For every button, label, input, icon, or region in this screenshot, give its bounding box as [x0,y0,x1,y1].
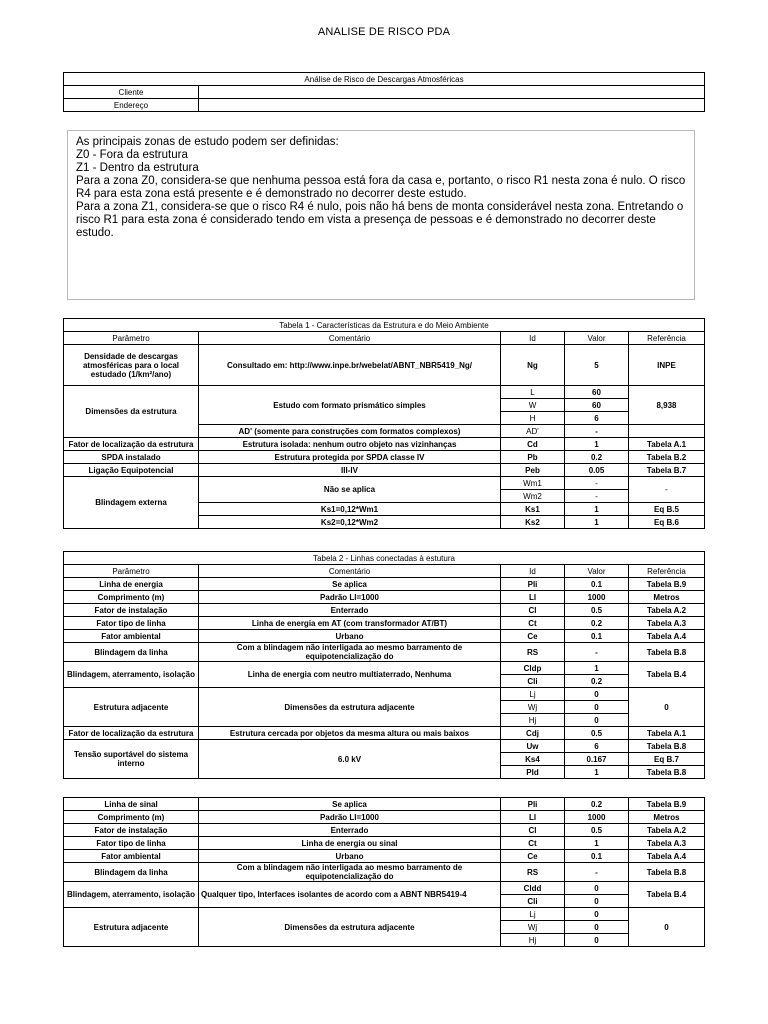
table-cell: L [501,386,565,399]
table-row: Blindagem, aterramento, isolação [64,662,199,688]
col-param: Parâmetro [64,332,199,345]
table-cell: 0.5 [565,604,629,617]
table-cell [629,425,705,438]
table-cell: 0 [565,908,629,921]
table-cell: Estrutura cercada por objetos da mesma altura ou mais baixos [199,727,501,740]
table-1-caption: Tabela 1 - Características da Estrutura e do Meio Ambiente [64,319,705,332]
table-cell: Pb [501,451,565,464]
col-comment: Comentário [199,332,501,345]
table-cell: Tabela A.2 [629,604,705,617]
table-cell: 0.05 [565,464,629,477]
table-cell: Urbano [199,850,501,863]
table-row: Fator tipo de linha [64,617,199,630]
table-cell: 0.167 [565,753,629,766]
table-cell: 0.5 [565,824,629,837]
table-cell: Cd [501,438,565,451]
table-cell: Se aplica [199,798,501,811]
table-cell: Tabela A.3 [629,617,705,630]
table-row: Blindagem da linha [64,643,199,662]
table-cell: RS [501,863,565,882]
table-cell: Wm1 [501,477,565,490]
col-ref: Referência [629,565,705,578]
table-cell: Ng [501,345,565,386]
table-cell: 1 [565,837,629,850]
table-row: Fator tipo de linha [64,837,199,850]
table-cell: Ks2 [501,516,565,529]
table-cell: Ll [501,811,565,824]
table-cell: Tabela A.1 [629,438,705,451]
table-cell: Tabela B.9 [629,798,705,811]
table-cell: 1 [565,766,629,779]
table-cell: Ce [501,850,565,863]
table-cell: Dimensões da estrutura adjacente [199,688,501,727]
table-cell: Enterrado [199,824,501,837]
table-row: Fator ambiental [64,630,199,643]
table-cell: Tabela B.9 [629,578,705,591]
table-cell: 0.1 [565,850,629,863]
table-cell: Estudo com formato prismático simples [199,386,501,425]
info-line: As principais zonas de estudo podem ser definidas: [76,136,339,148]
table-cell: 0.2 [565,675,629,688]
info-line: Para a zona Z1, considera-se que o risco R4 é nulo, pois não há bens de monta considerável nesta zona. Entretando o risco R1 para esta zona é considerado tendo em vista a presença de pessoas e é demonstrado no decorrer deste estudo. [76,201,684,239]
table-row: Fator de localização da estrutura [64,727,199,740]
table-cell: Cldd [501,882,565,895]
table-cell: Tabela B.7 [629,464,705,477]
table-cell: Cli [501,675,565,688]
table-cell: Tabela A.2 [629,824,705,837]
table-cell: Linha de energia com neutro multiaterrado, Nenhuma [199,662,501,688]
table-cell: Cldp [501,662,565,675]
table-cell: Eq B.5 [629,503,705,516]
table-cell: Ct [501,617,565,630]
table-cell: Ks4 [501,753,565,766]
table-cell: Tabela B.4 [629,662,705,688]
table-1 [63,318,705,529]
table-cell: Linha de energia ou sinal [199,837,501,850]
col-id: Id [501,332,565,345]
table-cell: Ks2=0,12*Wm2 [199,516,501,529]
table-cell: 6.0 kV [199,740,501,779]
endereco-label: Endereço [64,99,199,112]
table-cell: Cdj [501,727,565,740]
header-table [63,72,705,112]
table-cell: 0.1 [565,578,629,591]
table-cell: 0 [565,895,629,908]
table-cell: Linha de energia em AT (com transformador AT/BT) [199,617,501,630]
table-cell: Metros [629,591,705,604]
table-cell: Estrutura protegida por SPDA classe IV [199,451,501,464]
table-row: SPDA instalado [64,451,199,464]
table-row: Comprimento (m) [64,811,199,824]
table-cell: Cl [501,824,565,837]
table-cell: 60 [565,386,629,399]
col-ref: Referência [629,332,705,345]
table-cell: Hj [501,714,565,727]
table-row: Estrutura adjacente [64,908,199,947]
table-cell: RS [501,643,565,662]
table-cell: 0 [565,921,629,934]
table-cell: H [501,412,565,425]
table-cell: 0 [565,701,629,714]
page-title: ANALISE DE RISCO PDA [317,26,451,38]
table-cell: Tabela A.1 [629,727,705,740]
table-cell: - [629,477,705,503]
table-cell: Wj [501,921,565,934]
table-cell: Tabela B.8 [629,766,705,779]
table-row: Comprimento (m) [64,591,199,604]
table-2 [63,551,705,779]
col-param: Parâmetro [64,565,199,578]
table-cell: Com a blindagem não interligada ao mesmo barramento de equipotencialização do [199,863,501,882]
table-cell: Lj [501,908,565,921]
table-cell: 0.5 [565,727,629,740]
col-valor: Valor [565,332,629,345]
table-cell: Cl [501,604,565,617]
table-cell: INPE [629,345,705,386]
col-id: Id [501,565,565,578]
table-cell: Pli [501,578,565,591]
table-cell: Padrão Ll=1000 [199,811,501,824]
table-cell: 1000 [565,591,629,604]
table-cell: - [565,477,629,490]
table-cell: 1 [565,516,629,529]
table-cell: Eq B.6 [629,516,705,529]
endereco-value [199,99,705,112]
cliente-label: Cliente [64,86,199,99]
table-cell: 60 [565,399,629,412]
table-cell: Ll [501,591,565,604]
table-cell: Tabela B.4 [629,882,705,908]
table-row: Dimensões da estrutura [64,386,199,438]
table-cell: 6 [565,740,629,753]
table-row: Fator ambiental [64,850,199,863]
table-cell: - [565,490,629,503]
table-cell: AD' (somente para construções com formatos complexos) [199,425,501,438]
info-line: Z1 - Dentro da estrutura [76,162,199,174]
table-cell: Tabela B.8 [629,863,705,882]
table-cell: 0 [629,688,705,727]
table-cell: 1 [565,503,629,516]
cliente-value [199,86,705,99]
table-cell: Padrão Ll=1000 [199,591,501,604]
table-row: Densidade de descargas atmosféricas para o local estudado (1/km²/ano) [64,345,199,386]
table-row: Tensão suportável do sistema interno [64,740,199,779]
table-cell: Pld [501,766,565,779]
table-row: Blindagem da linha [64,863,199,882]
table-cell: 1 [565,662,629,675]
table-cell: Tabela B.8 [629,740,705,753]
table-cell: 8,938 [629,386,705,425]
table-cell: - [565,425,629,438]
col-valor: Valor [565,565,629,578]
table-cell: 0 [629,908,705,947]
zones-description [67,130,695,300]
table-row: Ligação Equipotencial [64,464,199,477]
table-cell: 0.2 [565,617,629,630]
table-cell: Tabela B.2 [629,451,705,464]
table-cell: Ct [501,837,565,850]
table-cell: Se aplica [199,578,501,591]
table-cell: Qualquer tipo, Interfaces isolantes de acordo com a ABNT NBR5419-4 [199,882,501,908]
table-cell: Wm2 [501,490,565,503]
table-cell: - [565,643,629,662]
table-cell: Cli [501,895,565,908]
table-cell: AD' [501,425,565,438]
table-cell: Wj [501,701,565,714]
table-cell: Com a blindagem não interligada ao mesmo barramento de equipotencialização do [199,643,501,662]
table-cell: Tabela A.3 [629,837,705,850]
table-3 [63,797,705,947]
table-row: Fator de instalação [64,604,199,617]
table-cell: Tabela A.4 [629,630,705,643]
table-2-caption: Tabela 2 - Linhas conectadas à estutura [64,552,705,565]
table-row: Estrutura adjacente [64,688,199,727]
table-cell: Tabela A.4 [629,850,705,863]
table-cell: Ce [501,630,565,643]
table-cell: W [501,399,565,412]
info-line: Z0 - Fora da estrutura [76,149,188,161]
table-cell: Dimensões da estrutura adjacente [199,908,501,947]
header-caption: Análise de Risco de Descargas Atmosféricas [64,73,705,86]
table-cell: Ks1 [501,503,565,516]
table-row: Fator de localização da estrutura [64,438,199,451]
table-cell: Consultado em: http://www.inpe.br/webelat/ABNT_NBR5419_Ng/ [199,345,501,386]
table-cell: 1000 [565,811,629,824]
table-cell: Estrutura isolada: nenhum outro objeto nas vizinhanças [199,438,501,451]
table-cell: Tabela B.8 [629,643,705,662]
table-cell: Lj [501,688,565,701]
table-cell: - [565,863,629,882]
table-cell: Urbano [199,630,501,643]
table-row: Fator de instalação [64,824,199,837]
table-cell: 5 [565,345,629,386]
info-line: Para a zona Z0, considera-se que nenhuma pessoa está fora da casa e, portanto, o risco R1 nesta zona é nulo. O risco R4 para esta zona está presente e é demonstrado no decorrer deste estudo. [76,175,686,200]
table-cell: 0.2 [565,798,629,811]
table-cell: 0.1 [565,630,629,643]
table-cell: III-IV [199,464,501,477]
table-cell: 0 [565,882,629,895]
table-cell: 6 [565,412,629,425]
table-row: Linha de sinal [64,798,199,811]
table-cell: Hj [501,934,565,947]
table-row: Blindagem, aterramento, isolação [64,882,199,908]
table-cell: Não se aplica [199,477,501,503]
table-cell: 1 [565,438,629,451]
table-cell: Pli [501,798,565,811]
table-cell: 0.2 [565,451,629,464]
table-cell: Eq B.7 [629,753,705,766]
table-row: Blindagem externa [64,477,199,529]
col-comment: Comentário [199,565,501,578]
table-cell: Ks1=0,12*Wm1 [199,503,501,516]
table-cell: Peb [501,464,565,477]
table-cell: 0 [565,714,629,727]
table-cell: 0 [565,934,629,947]
table-row: Linha de energia [64,578,199,591]
table-cell: Enterrado [199,604,501,617]
table-cell: Uw [501,740,565,753]
table-cell: 0 [565,688,629,701]
table-cell: Metros [629,811,705,824]
